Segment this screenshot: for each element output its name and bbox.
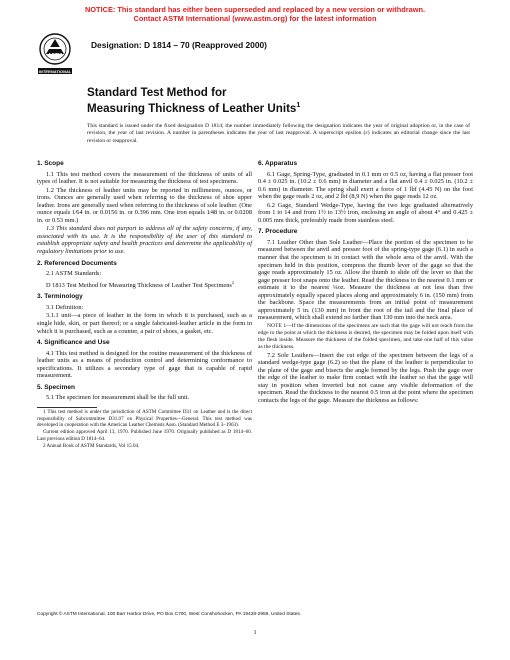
left-column (37, 158, 252, 450)
para-1-2: 1.2 The thickness of leather units may be reported in millimetres, ounces, or irons. Ounces are generally used when referring to the thickness of shoe upper leather. Irons are generally used when referring to the thickness of sole leather. (One ounce equals 1⁄64 in. or 0.0156 in. or 0.396 mm. One iron equals 1⁄48 in. or 0.0208 in. or 0.53 mm.) (37, 186, 252, 224)
title-line-1: Standard Test Method for (87, 86, 227, 99)
right-column (258, 158, 473, 405)
title-footnote-mark: 1 (296, 102, 301, 109)
para-3-1: 3.1 Definition: (46, 303, 84, 311)
para-5-1: 5.1 The specimen for measurement shall be the full unit. (46, 394, 190, 402)
ref-d1813-text: D 1813 Test Method for Measuring Thickness of Leather Test Specimens (46, 281, 232, 289)
note-1: NOTE 1—If the dimensions of the specimens are such that the gage will not reach from the edge to the point at which the thickness is desired, the specimen may be folded upon itself with the flesh inside. Measure the thickness of the folded specimen, and take one half of this value as the thickness. (258, 322, 473, 350)
para-2-1: 2.1 ASTM Standards: (46, 270, 102, 278)
svg-text:INTERNATIONAL: INTERNATIONAL (38, 69, 72, 74)
astm-logo-icon (35, 32, 75, 76)
section-6-heading: 6. Apparatus (258, 160, 298, 167)
footnote-divider (37, 407, 97, 408)
page-number: 1 (253, 629, 257, 636)
document-title (87, 86, 300, 115)
section-5-heading: 5. Specimen (37, 383, 75, 391)
section-2-heading: 2. Referenced Documents (37, 259, 117, 267)
ref-d1813 (37, 279, 252, 290)
notice-line-1: NOTICE: This standard has either been superseded and replaced by a new version or withdrawn. (84, 5, 426, 14)
svg-text:ASTM: ASTM (47, 53, 63, 59)
para-1-1: 1.1 This test method covers the measurement of the thickness of units of all types of leather. It is not suitable for measuring the thickness of test specimens. (37, 170, 252, 186)
standard-issuance-note: This standard is issued under the fixed designation D 1814; the number immediately following the designation indicates the year of original adoption or, in the case of revision, the year of last revision. A number in parentheses indicates the year of last reapproval. A superscript epsilon (ε) indicates an editorial change since the last revision or reapproval. (87, 123, 470, 144)
ref-footnote-mark: 2 (231, 279, 234, 285)
para-7-1: 7.1 Leather Other than Sole Leather—Place the portion of the specimen to be measured between the anvil and presser foot of the spring-type gage (6.1) in such a manner that the specimen is in contact with the whole area of the anvil. With the specimen held in this position, compress the thumb lever of the gage so that the gage reads approximately 15 oz. Allow the thumb to slide off the lever so that the gage presser foot snaps onto the leather. Read the thickness to the nearest 0.1 mm or estimate it to the nearest ¼oz. Measure the thickness at not less than five approximately equally spaced places along and approximately 6 in. (150 mm) from the backbone. Space the measurements from an initial point of measurement approximately 5 in. (130 mm) in front the root of the tail and the final place of measurement, which shall extend no farther than 130 mm into the neck area. (258, 238, 473, 322)
section-1-heading: 1. Scope (37, 160, 64, 167)
copyright-line: Copyright © ASTM International, 100 Barr Harbor Drive, PO Box C700, West Conshohocken, PA 19428-2959, United States. (37, 612, 302, 617)
footnote-2: 2 Annual Book of ASTM Standards, Vol 15.04. (43, 442, 140, 449)
para-6-2: 6.2 Gage, Standard Wedge-Type, having the two legs graduated alternatively from 1 to 14 and from 1½ to 13½ iron, enclosing an angle of about 4° and 0.425 ± 0.005 mm thick, preferably made from stainless steel. (258, 201, 473, 224)
designation: Designation: D 1814 – 70 (Reapproved 2000) (91, 40, 267, 50)
para-6-1: 6.1 Gage, Spring-Type, graduated in 0.1 mm or 0.5 oz, having a flat presser foot 0.4 ± 0.025 in. (10.2 ± 0.6 mm) in diameter and a flat anvil 0.4 ± 0.025 in. (10.2 ± 0.6 mm) in diameter. The spring shall exert a force of 1 lbf (4.45 N) on the foot when the gage reads 2 oz, and 2 lbf (8,9 N) when the gage reads 12 oz. (258, 170, 473, 201)
footnote-1-edition: Current edition approved April 13, 1970. Published June 1970. Originally published as D 1814–60. Last previous edition D 1814–64. (37, 429, 252, 442)
notice-line-2: Contact ASTM International (www.astm.org) for the latest information (133, 14, 377, 23)
section-3-heading: 3. Terminology (37, 293, 83, 301)
para-3-1-1: 3.1.1 unit—a piece of leather in the form in which it is purchased, such as a single hide, skin, or part thereof; or a single fabricated-leather article in the form in which it is purchased, such as a counter, a pair of shoes, a gasket, etc. (37, 312, 252, 335)
notice-banner (0, 5, 510, 23)
para-1-3: 1.3 This standard does not purport to address all of the safety concerns, if any, associated with its use. It is the responsibility of the user of this standard to establish appropriate safety and health practices and determine the applicability of regulatory limitations prior to use. (37, 225, 252, 256)
section-4-heading: 4. Significance and Use (37, 339, 110, 347)
section-7-heading: 7. Procedure (258, 228, 298, 236)
footnote-1: 1 This test method is under the jurisdiction of ASTM Committee D31 on Leather and is the direct responsibility of Subcommittee D31.07 on Physical Properties—General. This test method was developed in cooperation with the American Leather Chemists Assn. (Standard Method E 3–1963). (37, 409, 252, 428)
title-line-2 (87, 99, 300, 115)
para-4-1: 4.1 This test method is designed for the routine measurement of the thickness of leather units as a means of production control and determining conformance to specifications. It utilizes a secondary type of gage that is capable of rapid measurement. (37, 349, 252, 380)
para-7-2: 7.2 Sole Leathers—Insert the cut edge of the specimen between the legs of a standard wedge-type gage (6.2) so that the plane of the leather is perpendicular to the plane of the gage and bisects the angle formed by the legs. Push the gage over the edge of the leather to make firm contact with the leather so that the gage will stay in position when inverted but not cause any visible deformation of the specimen. Read the thickness to the nearest 0.5 iron at the point where the specimen contacts the legs of the gage. Measure the thickness as follows: (258, 351, 473, 404)
astm-logo-graphic (35, 32, 75, 76)
title-line-2-text: Measuring Thickness of Leather Units (87, 101, 297, 115)
